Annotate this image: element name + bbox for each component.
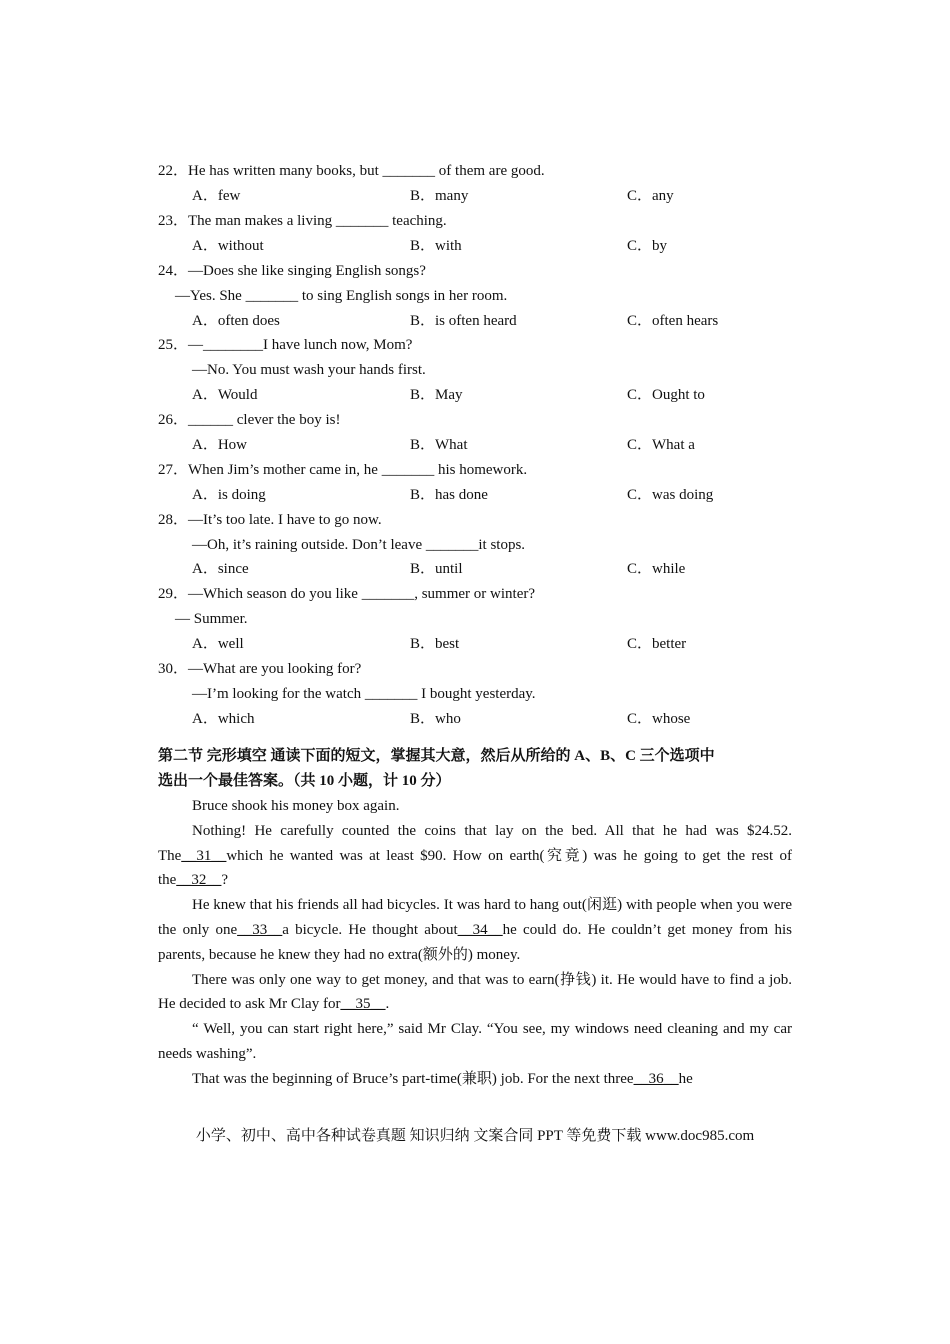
question-27-stem: 27．When Jim’s mother came in, he _______ his homework. [158,462,528,478]
question-22-option-c: C．any [627,188,674,204]
blank-32: __32__ [176,872,222,889]
question-27-option-a: A．is doing [192,487,266,503]
question-25-option-a: A．Would [192,387,258,403]
passage-paragraph-3 [158,893,792,967]
passage-text: ? [221,872,228,889]
question-28-option-c: C．while [627,561,686,577]
passage-paragraph-1: Bruce shook his money box again. [192,798,400,814]
passage-text: Nothing! He carefully counted the coins that lay on the bed. All that he had was $24.52. The [158,822,792,864]
question-22-stem: 22．He has written many books, but _______ of them are good. [158,163,545,179]
section-heading-line-2: 选出一个最佳答案。（共 10 小题，计 10 分） [158,773,451,789]
question-30-stem: 30．—What are you looking for? [158,661,362,677]
question-24-option-c: C．often hears [627,313,719,329]
blank-34: __34__ [457,921,503,938]
question-26-option-a: A．How [192,437,247,453]
blank-36: __36__ [633,1070,679,1087]
question-24-option-a: A．often does [192,313,280,329]
question-26-option-c: C．What a [627,437,695,453]
question-28-option-a: A．since [192,561,249,577]
passage-paragraph-2 [158,819,792,893]
cloze-passage [158,794,792,1092]
section-heading-line-1: 第二节 完形填空 通读下面的短文，掌握其大意，然后从所给的 A、B、C 三个选项中 [158,748,715,764]
question-29-option-c: C．better [627,636,687,652]
passage-paragraph-4 [158,968,792,1018]
question-30-option-a: A．which [192,711,255,727]
blank-35: __35__ [340,996,386,1013]
passage-text: . [385,996,390,1013]
passage-text: which he wanted was at least $90. How on earth(究竟) was he going to get the rest of the [158,847,792,889]
question-29-option-a: A．well [192,636,244,652]
question-29-option-b: B．best [410,636,460,652]
passage-text: a bicycle. He thought about [282,921,458,938]
page-footer: 小学、初中、高中各种试卷真题 知识归纳 文案合同 PPT 等免费下载 www.doc985.com [195,1128,755,1144]
question-27-option-c: C．was doing [627,487,714,503]
passage-text: he could do. He couldn’t get money from his parents, because he knew they had no extra(额外的) money. [158,921,792,963]
question-24-option-b: B．is often heard [410,313,517,329]
question-24-stem: 24．—Does she like singing English songs? [158,263,426,279]
question-23-option-b: B．with [410,238,462,254]
question-25-stem: 25．—________I have lunch now, Mom? [158,337,413,353]
question-23-option-a: A．without [192,238,264,254]
question-28-reply: —Oh, it’s raining outside. Don’t leave _______it stops. [192,537,526,553]
question-25-reply: —No. You must wash your hands first. [192,362,426,378]
passage-paragraph-6 [158,1067,792,1092]
passage-text: He knew that his friends all had bicycles. It was hard to hang out(闲逛) with people when you were the only one [158,897,792,938]
question-29-reply: — Summer. [175,611,248,627]
question-24-reply: —Yes. She _______ to sing English songs in her room. [175,288,508,304]
question-25-option-b: B．May [410,387,463,403]
question-22-option-a: A．few [192,188,241,204]
question-30-option-c: C．whose [627,711,691,727]
blank-33: __33__ [237,921,283,938]
question-28-option-b: B．until [410,561,463,577]
passage-text: There was only one way to get money, and that was to earn(挣钱) it. He would have to find a job. He decided to ask Mr Clay for [158,971,792,1013]
question-26-option-b: B．What [410,437,468,453]
question-26-stem: 26．______ clever the boy is! [158,412,341,428]
passage-text: That was the beginning of Bruce’s part-time(兼职) job. For the next three [192,1070,634,1087]
blank-31: __31__ [181,847,227,864]
question-30-option-b: B．who [410,711,461,727]
question-25-option-c: C．Ought to [627,387,705,403]
question-23-stem: 23．The man makes a living _______ teaching. [158,213,447,229]
question-22-option-b: B．many [410,188,469,204]
question-27-option-b: B．has done [410,487,488,503]
question-30-reply: —I’m looking for the watch _______ I bought yesterday. [192,686,536,702]
question-23-option-c: C．by [627,238,668,254]
question-29-stem: 29．—Which season do you like _______, summer or winter? [158,586,536,602]
passage-text: he [678,1070,693,1087]
question-28-stem: 28．—It’s too late. I have to go now. [158,512,382,528]
passage-paragraph-5: “ Well, you can start right here,” said Mr Clay. “You see, my windows need cleaning and my car needs washing”. [158,1021,792,1062]
